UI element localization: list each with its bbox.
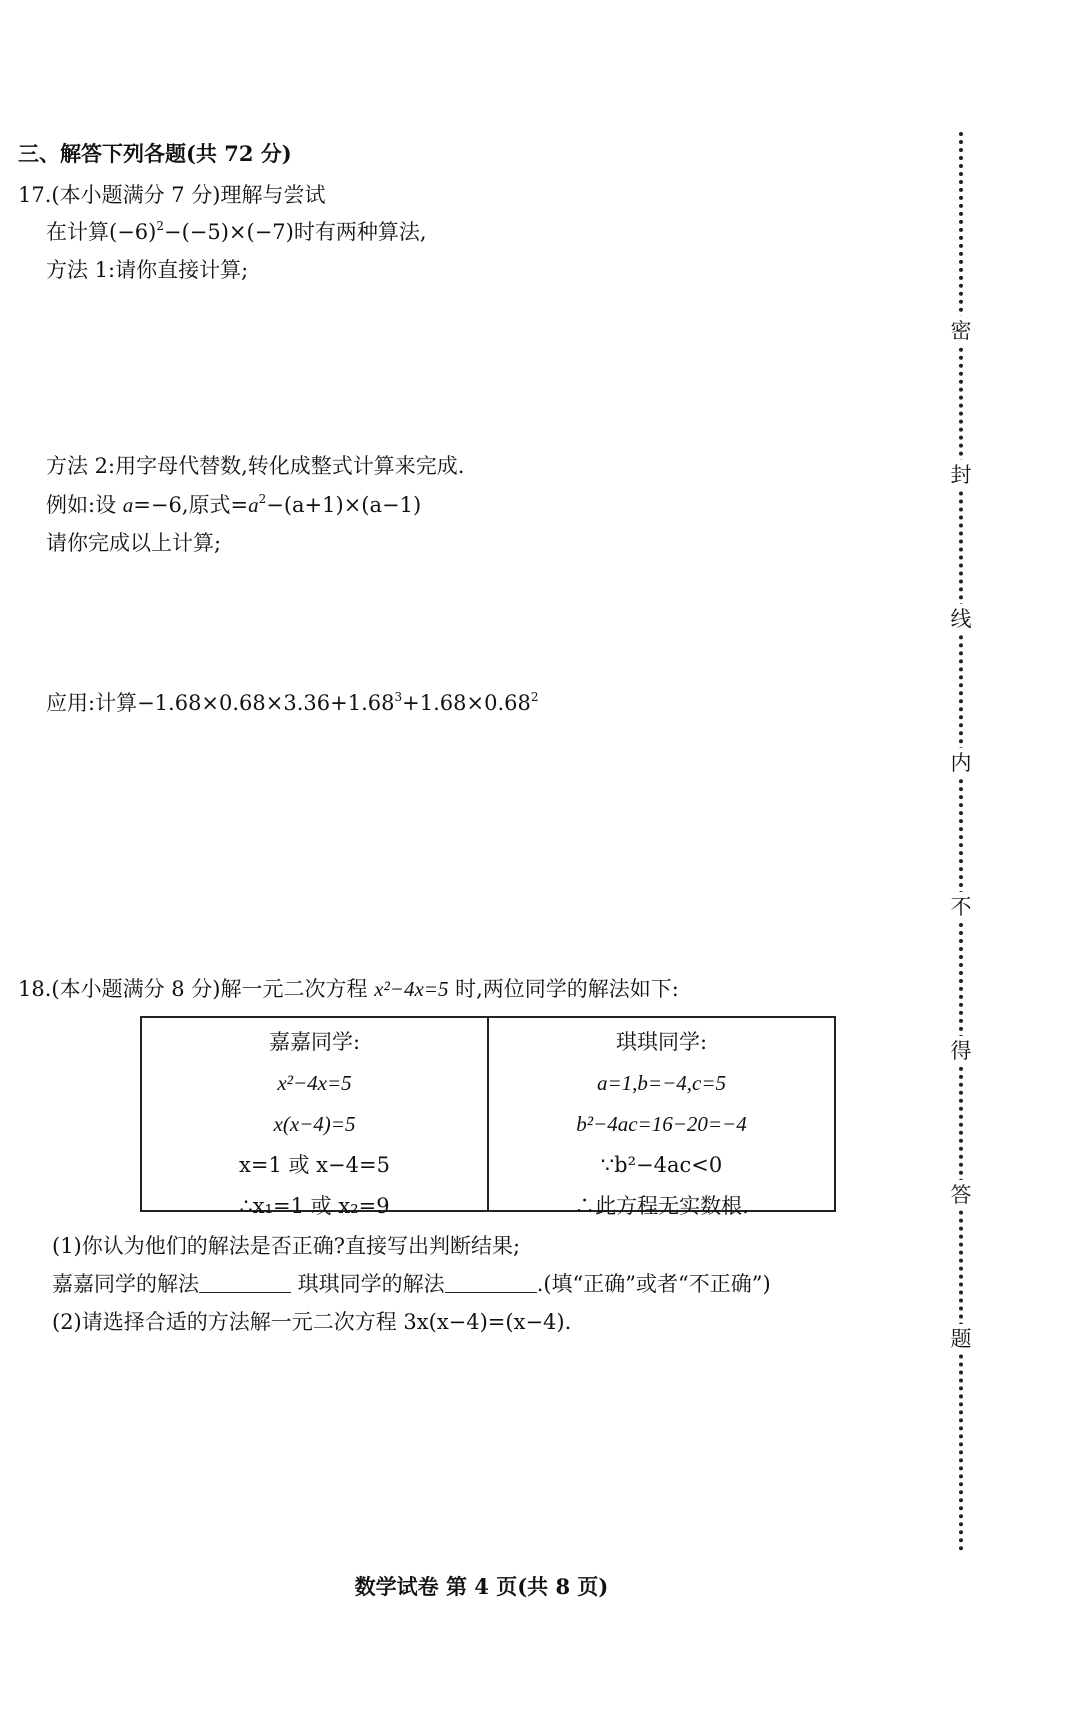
seal-char-5: 不: [948, 892, 974, 922]
qiqi-name: 琪琪同学:: [615, 1030, 708, 1054]
q18-part1: (1)你认为他们的解法是否正确?直接写出判断结果;: [52, 1234, 521, 1258]
qiqi-step-4: ∴此方程无实数根.: [574, 1194, 749, 1218]
q18-fill-line: 嘉嘉同学的解法 琪琪同学的解法 .(填“正确”或者“不正确”): [52, 1272, 771, 1296]
q17-header: 17.(本小题满分 7 分)理解与尝试: [18, 183, 326, 207]
jiajia-step-4: ∴x₁=1 或 x₂=9: [239, 1194, 390, 1218]
jiajia-name: 嘉嘉同学:: [268, 1030, 361, 1054]
q17-method2: 方法 2:用字母代替数,转化成整式计算来完成.: [46, 454, 465, 478]
seal-char-3: 线: [948, 604, 974, 634]
qiqi-answer-blank[interactable]: [445, 1272, 537, 1293]
qiqi-step-1: a=1,b=−4,c=5: [596, 1071, 726, 1095]
q17-apply: 应用:计算$-1.68\times 0.68\times 3.36+1.68^3+1.68\times 0.68^2$: [46, 690, 539, 715]
jiajia-step-2: x(x−4)=5: [273, 1112, 356, 1136]
qiqi-solution-column: [487, 1018, 834, 1218]
seal-char-2: 封: [948, 460, 974, 490]
q18-header: 18.(本小题满分 8 分)解一元二次方程 x²−4x=5 时,两位同学的解法如下:: [18, 977, 679, 1001]
q17-intro: 在计算$(-6)^2-(-5)\times(-7)$时有两种算法,: [46, 219, 427, 244]
q18-solutions-table: [140, 1016, 836, 1218]
qiqi-step-3: ∵b²−4ac<0: [600, 1153, 723, 1177]
sealing-line: [951, 132, 971, 1552]
q17-please: 请你完成以上计算;: [46, 531, 222, 555]
seal-char-7: 答: [948, 1180, 974, 1210]
qiqi-step-2: b²−4ac=16−20=−4: [576, 1112, 747, 1136]
jiajia-step-1: x²−4x=5: [277, 1071, 352, 1095]
jiajia-answer-blank[interactable]: [199, 1272, 291, 1293]
seal-char-1: 密: [948, 316, 974, 346]
page-footer: 数学试卷 第 4 页(共 8 页): [354, 1574, 609, 1599]
section-title: 三、解答下列各题(共 72 分): [18, 141, 292, 166]
jiajia-step-3: x=1 或 x−4=5: [239, 1153, 390, 1177]
jiajia-solution-column: [142, 1018, 487, 1218]
q17-method1: 方法 1:请你直接计算;: [46, 258, 249, 282]
seal-char-8: 题: [948, 1324, 974, 1354]
seal-char-6: 得: [948, 1036, 974, 1066]
q17-example: 例如:设 a=−6,原式$=a^2-(a+1)\times(a-1)$: [46, 492, 422, 517]
q18-part2: (2)请选择合适的方法解一元二次方程 3x(x−4)=(x−4).: [52, 1310, 572, 1334]
seal-char-4: 内: [948, 748, 974, 778]
